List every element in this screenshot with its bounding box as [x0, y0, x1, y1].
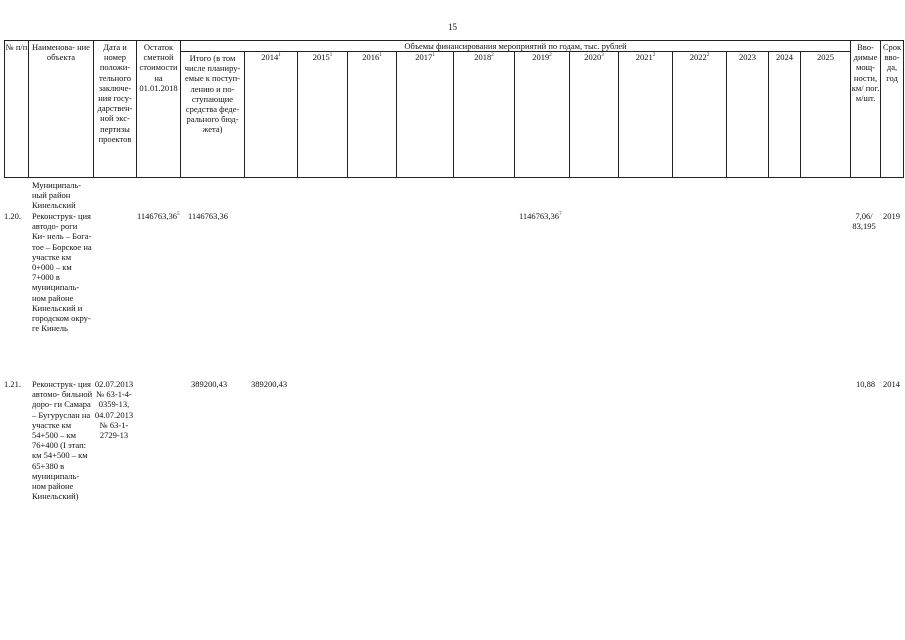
- header-year-3: 2017$^1$: [415, 52, 435, 62]
- header-name: Наименова- ние объекта: [32, 42, 90, 63]
- header-year-10: 2024: [776, 52, 793, 62]
- header-year-6: 2020$^3$: [584, 52, 604, 62]
- section-label: Муниципаль- ный район Кинельский: [32, 180, 82, 211]
- row-name: Реконструк- ция автомо- бильной доро- ги Самара – Бугуруслан на участке км 54+500 – км 76+400 (I этап: км 54+500 – км 65+380 в муниципаль- ном районе Кинельский): [32, 379, 93, 502]
- row-total: 1146763,36: [188, 211, 229, 221]
- row-number: 1.21.: [4, 379, 21, 389]
- header-capacity: Вво- димые мощ- ности, км/ пог. м/шт.: [851, 42, 880, 104]
- row-total: 389200,43: [191, 379, 228, 389]
- header-num: № п/п: [5, 42, 28, 52]
- header-remainder: Остаток сметной стоимости на 01.01.2018: [139, 42, 178, 93]
- row-2019-value: 1146763,36$^7$: [519, 211, 562, 221]
- header-year-2: 2016$^1$: [362, 52, 382, 62]
- header-funding-title: Объемы финансирования мероприятий по годам, тыс. рублей: [404, 41, 627, 51]
- header-date: Дата и номер положи- тельного заключе- ния госу- дарствен- ной экс- пертизы проектов: [97, 42, 133, 144]
- row-name: Реконструк- ция автодо- роги Ки- нель – Бога- тое – Борское на участке км 0+000 – км 7+000 в муниципаль- ном районе Кинельский и городском окру- ге Кинель: [32, 211, 92, 334]
- header-total: Итого (в том числе планиру- емые к поступ- лению и по- ступающие средства феде- рального бюд- жета): [184, 53, 241, 135]
- row-date: 02.07.2013 № 63-1-4- 0359-13, 04.07.2013 № 63-1- 2729-13: [94, 379, 134, 441]
- header-year-1: 2015$^1$: [312, 52, 333, 62]
- row-capacity: 7,06/ 83,195: [852, 211, 876, 232]
- header-year-5: 2019$^2$: [532, 52, 552, 62]
- header-year-0: 2014$^1$: [261, 52, 281, 62]
- header-term: Срок вво- да, год: [882, 42, 902, 83]
- row-capacity: 10,88: [856, 379, 876, 389]
- row-term: 2014: [883, 379, 900, 389]
- header-year-9: 2023: [739, 52, 756, 62]
- row-remainder: 1146763,36$^5$: [137, 211, 180, 221]
- page-number: 15: [448, 22, 457, 32]
- row-term: 2019: [883, 211, 900, 221]
- row-number: 1.20.: [4, 211, 21, 221]
- header-year-7: 2021$^2$: [635, 52, 656, 62]
- header-year-11: 2025: [817, 52, 834, 62]
- header-year-4: 2018$^2$: [474, 52, 494, 62]
- row-2014-value: 389200,43: [251, 379, 288, 389]
- header-year-8: 2022$^2$: [689, 52, 710, 62]
- table-header: [4, 40, 904, 178]
